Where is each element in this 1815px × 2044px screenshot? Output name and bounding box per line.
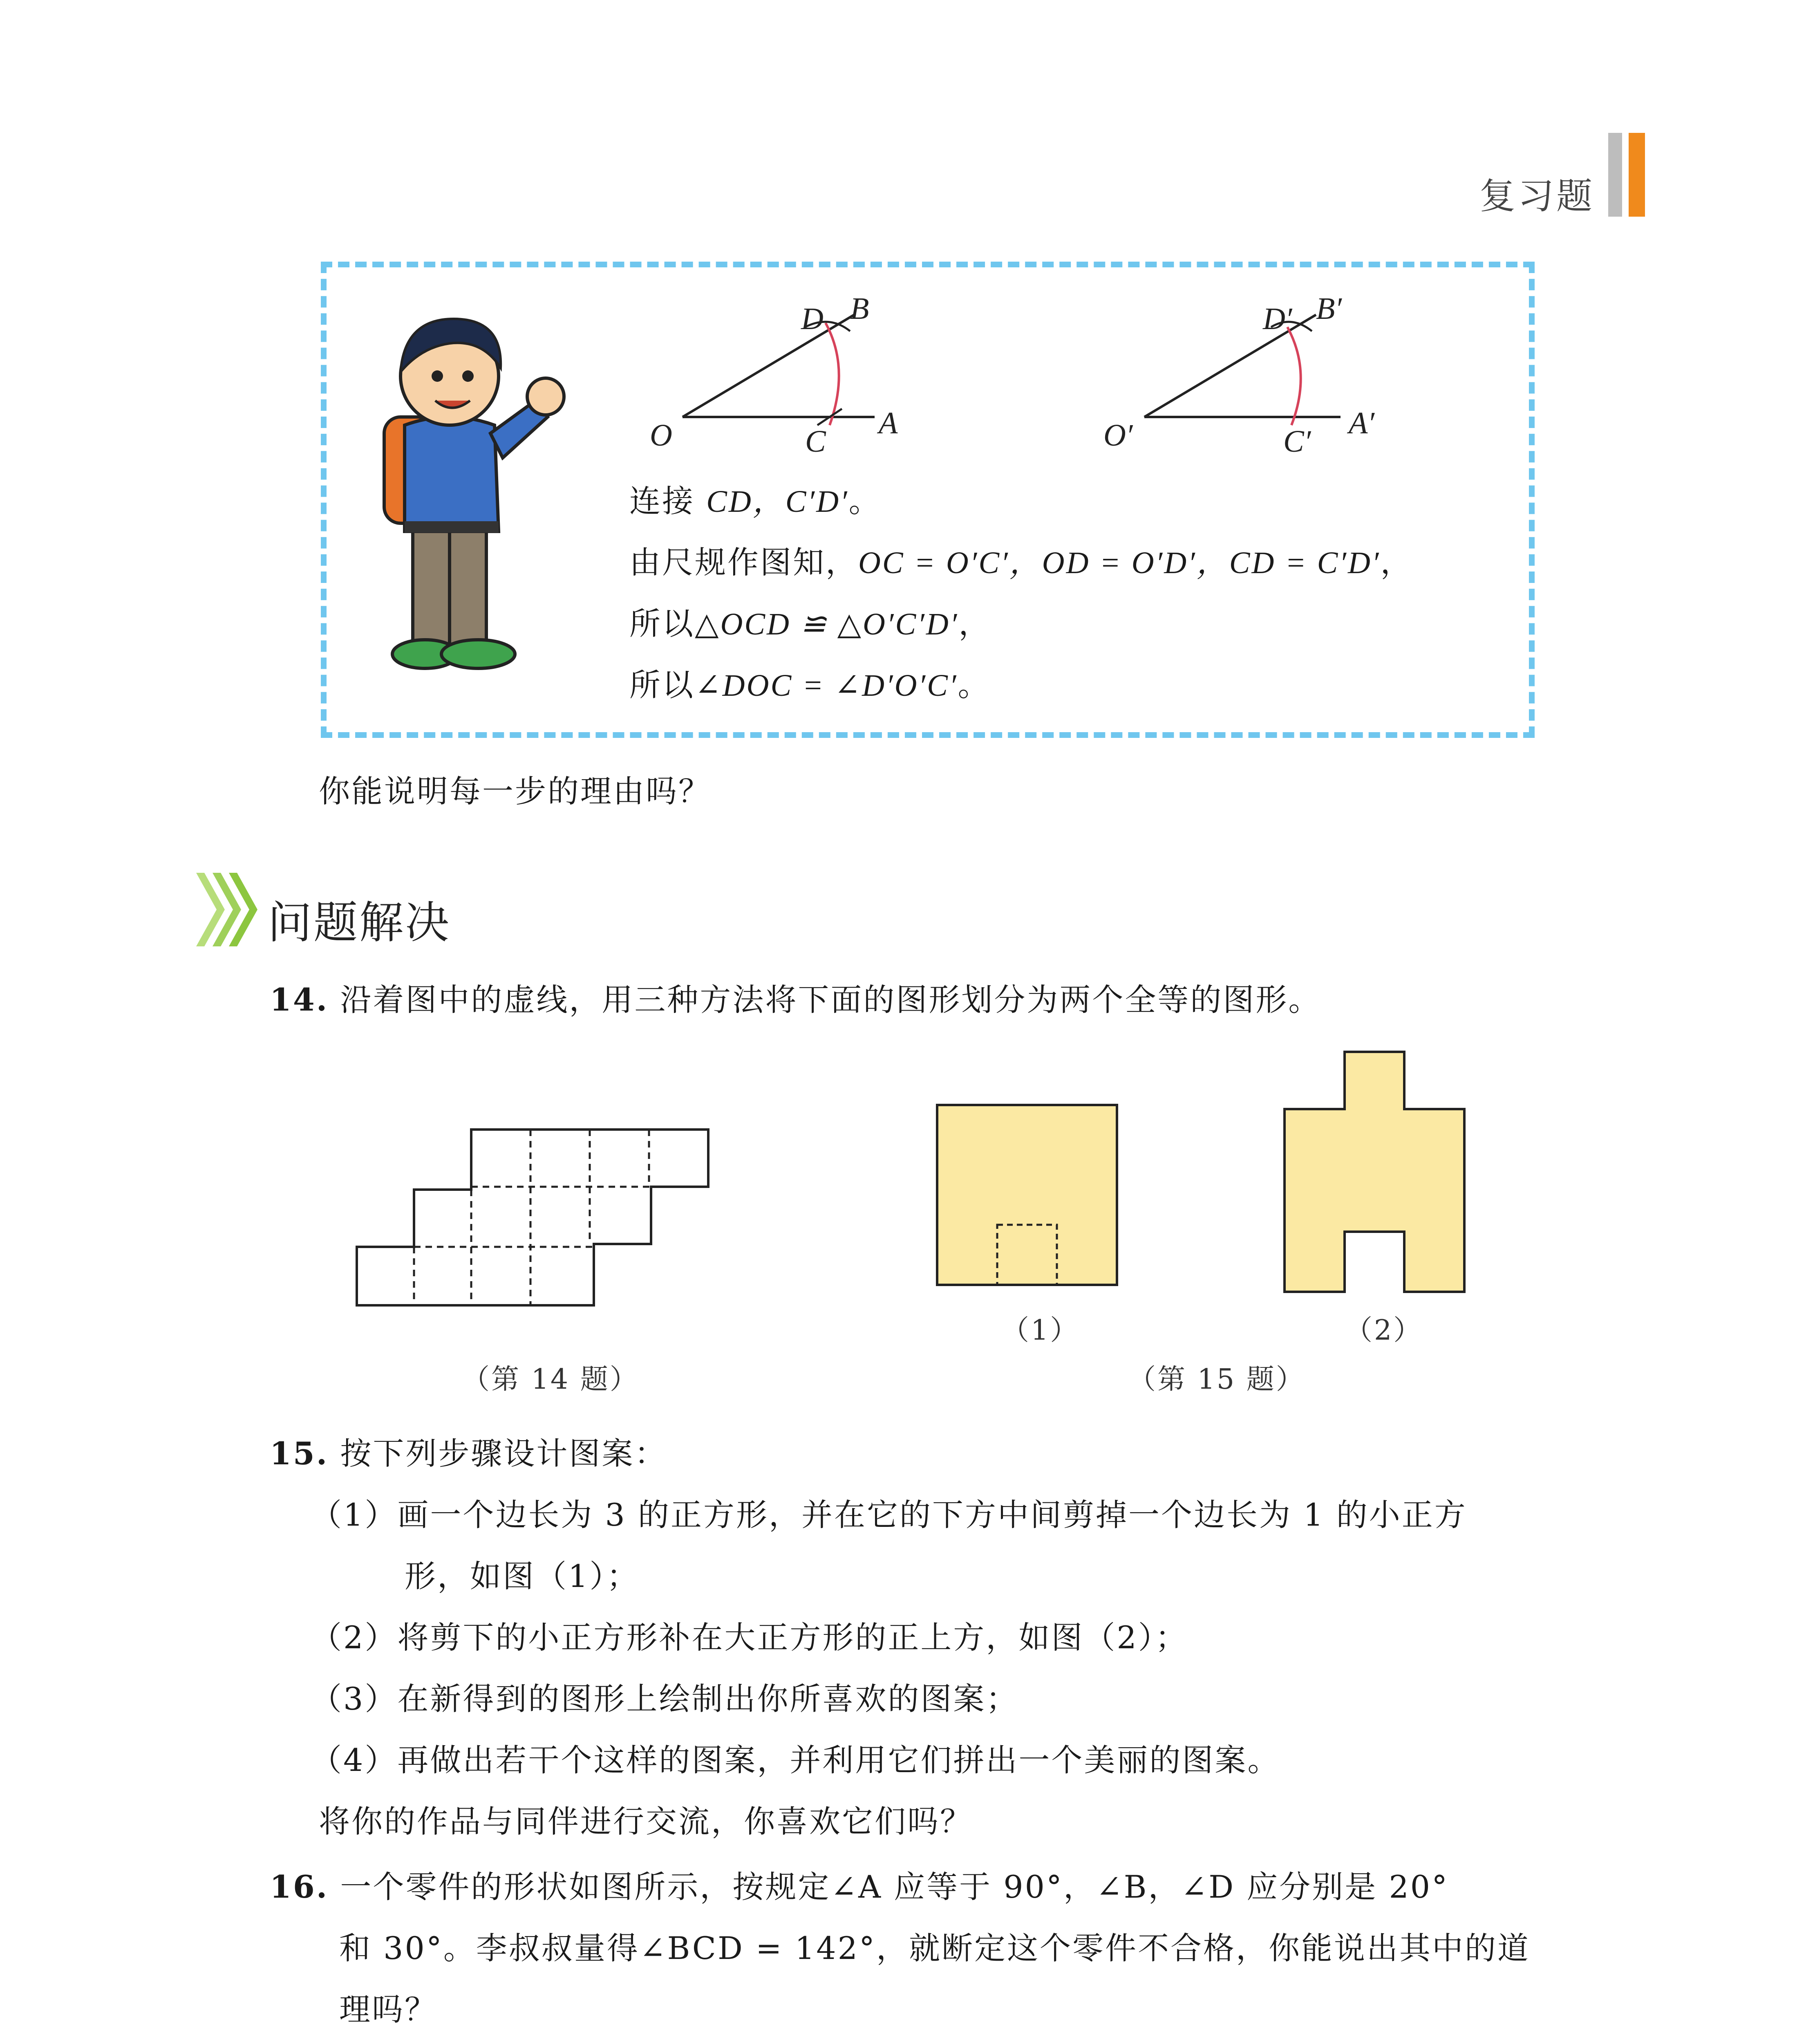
- fig1-label-C: C: [805, 424, 826, 459]
- fig1-label-D: D: [801, 302, 824, 336]
- dialog-line-3: 所以△OCD ≌ △O′C′D′，: [629, 605, 991, 642]
- fig2-label-B: B′: [1316, 291, 1342, 326]
- q15-step-3: （3）在新得到的图形上绘制出你所喜欢的图案；: [311, 1681, 1019, 1717]
- header-bar-orange: [1629, 133, 1645, 217]
- q15-figure-1: [936, 1104, 1132, 1300]
- q16-line-3: 理吗？: [339, 1991, 437, 2028]
- fig1-label-O: O: [650, 418, 672, 453]
- q15-step-1-cont: 形，如图（1）；: [405, 1558, 640, 1594]
- fig2-label-D: D′: [1263, 302, 1292, 336]
- dialog-line-4: 所以∠DOC = ∠D′O′C′。: [629, 667, 991, 703]
- q15-step-4: （4）再做出若干个这样的图案，并利用它们拼出一个美丽的图案。: [311, 1742, 1280, 1778]
- q15-figure-2-label: （2）: [1345, 1314, 1423, 1347]
- q16-line-1: 16. 一个零件的形状如图所示，按规定∠A 应等于 90°，∠B，∠D 应分别是 20°: [270, 1869, 1449, 1905]
- q15-closing: 将你的作品与同伴进行交流，你喜欢它们吗？: [319, 1803, 973, 1840]
- q14: 14. 沿着图中的虚线，用三种方法将下面的图形划分为两个全等的图形。: [270, 982, 1321, 1018]
- q15-figure-1-label: （1）: [1001, 1314, 1080, 1347]
- fig1-label-B: B: [850, 291, 869, 326]
- page-header-title: 复习题: [1479, 175, 1595, 217]
- q14-caption: （第 14 题）: [462, 1363, 639, 1396]
- q15-step-2: （2）将剪下的小正方形补在大正方形的正上方，如图（2）；: [311, 1619, 1188, 1656]
- q16-line-2: 和 30°。李叔叔量得∠BCD = 142°，就断定这个零件不合格，你能说出其中的道: [339, 1930, 1530, 1966]
- construction-figure-1: [638, 286, 948, 462]
- header-bar-gray: [1608, 133, 1622, 217]
- chevron-icon: [192, 869, 262, 950]
- question-after-dialog: 你能说明每一步的理由吗？: [319, 773, 711, 809]
- fig2-label-A: A′: [1349, 406, 1375, 440]
- fig2-label-C: C′: [1283, 424, 1311, 459]
- fig2-label-O: O′: [1103, 418, 1133, 453]
- q14-figure: [356, 1128, 715, 1308]
- q15-figure-2: [1283, 1051, 1471, 1296]
- dialog-line-2: 由尺规作图知，OC = O′C′，OD = O′D′，CD = C′D′，: [629, 544, 1413, 580]
- q15-caption: （第 15 题）: [1128, 1363, 1305, 1396]
- construction-figure-2: [1095, 286, 1422, 462]
- q15: 15. 按下列步骤设计图案：: [270, 1435, 667, 1472]
- fig1-label-A: A: [879, 406, 898, 440]
- dialog-line-1: 连接 CD，C′D′。: [629, 483, 882, 519]
- q15-step-1: （1）画一个边长为 3 的正方形，并在它的下方中间剪掉一个边长为 1 的小正方: [311, 1497, 1467, 1533]
- section-title: 问题解决: [268, 897, 451, 948]
- boy-illustration: [360, 294, 589, 687]
